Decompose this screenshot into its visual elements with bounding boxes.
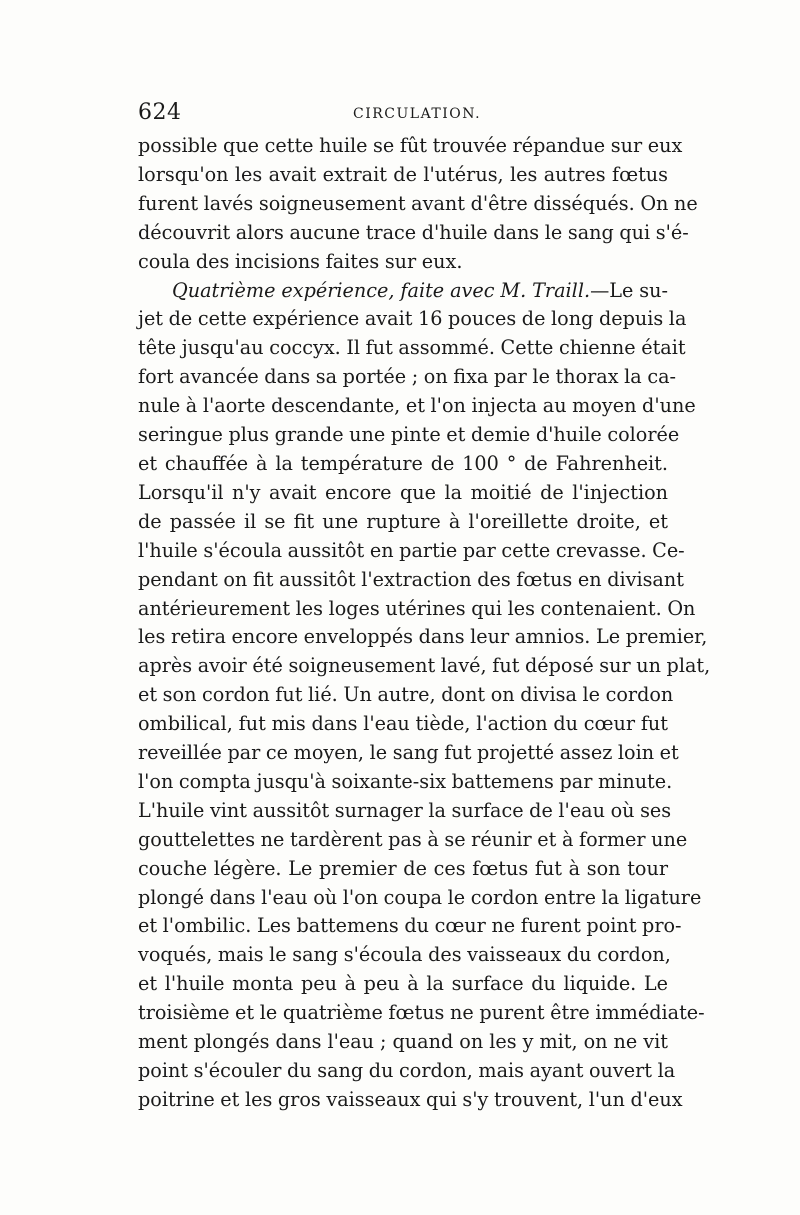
book-page [138,100,711,1115]
text-line: coula des incisions faites sur eux. [138,249,463,273]
text-line: ombilical, fut mis dans l'eau tiède, l'action du cœur fut [138,712,668,736]
text-line: antérieurement les loges utérines qui les contenaient. On [138,596,696,620]
body-text [138,132,711,1115]
text-line: l'huile s'écoula aussitôt en partie par cette crevasse. Ce- [138,538,685,562]
text-line: point s'écouler du sang du cordon, mais ayant ouvert la [138,1059,676,1082]
text-line: pendant on fit aussitôt l'extraction des fœtus en divisant [138,567,684,591]
text-line: découvrit alors aucune trace d'huile dans le sang qui s'é- [138,220,689,244]
running-head: CIRCULATION. [353,106,482,122]
text-line: de passée il se fit une rupture à l'oreillette droite, et [138,509,668,533]
text-line: voqués, mais le sang s'écoula des vaisseaux du cordon, [138,943,671,967]
text-line: plongé dans l'eau où l'on coupa le cordon entre la ligature [138,885,702,909]
text-line: et chauffée à la température de 100 ° de Fahrenheit. [138,451,668,475]
text-line: les retira encore enveloppés dans leur amnios. Le premier, [138,625,708,649]
text-line: et l'huile monta peu à peu à la surface du liquide. Le [138,972,668,996]
text-line: couche légère. Le premier de ces fœtus fut à son tour [138,856,668,880]
text-line: reveillée par ce moyen, le sang fut projetté assez loin et [138,741,679,765]
text-line: possible que cette huile se fût trouvée répandue sur eux [138,134,683,157]
text-line: l'on compta jusqu'à soixante-six battemens par minute. [138,769,673,793]
experiment-heading: Quatrième expérience, faite avec M. Traill. [172,278,591,302]
text-line: et son cordon fut lié. Un autre, dont on divisa le cordon [138,683,674,707]
page-header [138,100,668,130]
text-line: Lorsqu'il n'y avait encore que la moitié de l'injection [138,480,668,504]
text-line: jet de cette expérience avait 16 pouces de long depuis la [138,307,687,331]
text-line: gouttelettes ne tardèrent pas à se réunir et à former une [138,827,688,851]
text-line: nule à l'aorte descendante, et l'on injecta au moyen d'une [138,394,696,418]
text-line: et l'ombilic. Les battemens du cœur ne furent point pro- [138,914,682,938]
text-line: lorsqu'on les avait extrait de l'utérus, les autres fœtus [138,162,668,186]
experiment-heading-line [138,277,668,306]
text-line: ment plongés dans l'eau ; quand on les y mit, on ne vit [138,1030,668,1054]
text-line: seringue plus grande une pinte et demie d'huile colorée [138,423,680,447]
text-line: L'huile vint aussitôt surnager la surface de l'eau où ses [138,798,672,822]
text-line: troisième et le quatrième fœtus ne purent être immédiate- [138,1001,705,1025]
page-number: 624 [138,100,182,125]
text-line: poitrine et les gros vaisseaux qui s'y trouvent, l'un d'eux [138,1087,683,1111]
text-line: fort avancée dans sa portée ; on fixa par le thorax la ca- [138,365,677,389]
text-line: furent lavés soigneusement avant d'être disséqués. On ne [138,191,698,215]
text-line: tête jusqu'au coccyx. Il fut assommé. Cette chienne était [138,336,686,360]
text-line: après avoir été soigneusement lavé, fut déposé sur un plat, [138,654,711,678]
text-fragment: —Le su- [590,278,668,302]
